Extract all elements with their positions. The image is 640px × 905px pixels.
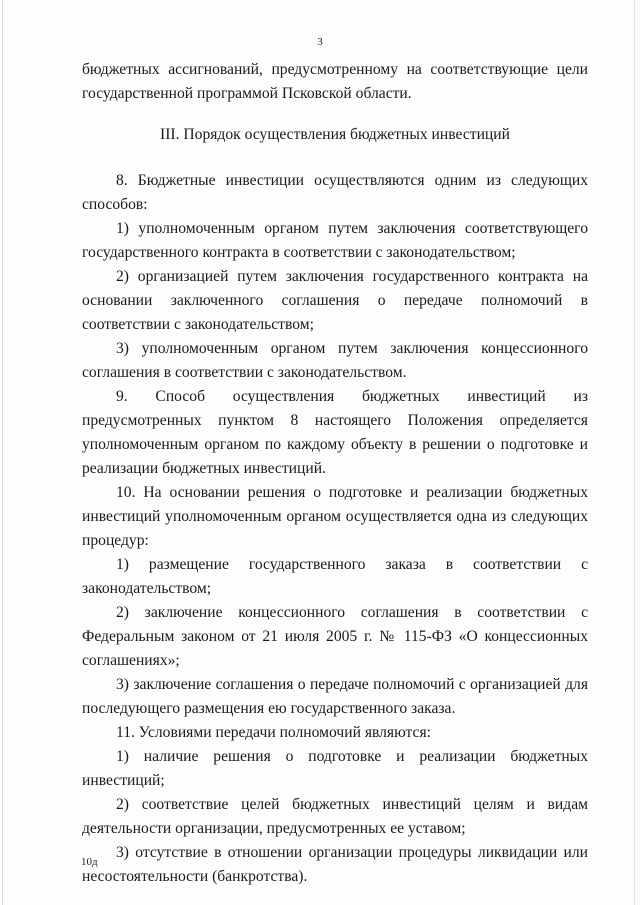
paragraph-item-8-1: 1) уполномоченным органом путем заключения соответствующего государственного контракта в соответствии с законодательством;: [82, 220, 588, 261]
paragraph-item-10-1: 1) размещение государственного заказа в соответствии с законодательством;: [82, 556, 588, 597]
section-heading: III. Порядок осуществления бюджетных инвестиций: [160, 126, 510, 143]
footer-code: 10д: [81, 856, 98, 868]
paragraph-item-10-3: 3) заключение соглашения о передаче полномочий с организацией для последующего размещения ею государственного заказа.: [82, 676, 588, 717]
scan-edge-left: [2, 0, 3, 905]
paragraph-item-8-3: 3) уполномоченным органом путем заключения концессионного соглашения в соответствии с законодательством.: [82, 340, 588, 381]
document-body: [82, 58, 588, 889]
page-number: 3: [317, 36, 323, 48]
paragraph-item-11-2: 2) соответствие целей бюджетных инвестиций целям и видам деятельности организации, предусмотренных ее уставом;: [82, 796, 588, 837]
paragraph-item-10: 10. На основании решения о подготовке и реализации бюджетных инвестиций уполномоченным органом осуществляется одна из следующих процедур:: [82, 484, 588, 549]
paragraph-item-10-2: 2) заключение концессионного соглашения в соответствии с Федеральным законом от 21 июля 2005 г. № 115-ФЗ «О концессионных соглашениях»;: [82, 604, 588, 669]
paragraph-item-11: 11. Условиями передачи полномочий являются:: [116, 724, 431, 741]
paragraph-continuation: бюджетных ассигнований, предусмотренному на соответствующие цели государственной программой Псковской области.: [82, 61, 588, 102]
scan-edge-right: [634, 0, 635, 905]
paragraph-item-8: 8. Бюджетные инвестиции осуществляются одним из следующих способов:: [82, 172, 588, 213]
paragraph-item-8-2: 2) организацией путем заключения государственного контракта на основании заключенного соглашения о передаче полномочий в соответствии с законодательством;: [82, 268, 588, 333]
paragraph-item-11-3: 3) отсутствие в отношении организации процедуры ликвидации или несостоятельности (банкротства).: [82, 844, 588, 885]
paragraph-item-9: 9. Способ осуществления бюджетных инвестиций из предусмотренных пунктом 8 настоящего Положения определяется уполномоченным органом по каждому объекту в решении о подготовке и реализации бюджетных инвестиций.: [82, 388, 588, 477]
paragraph-item-11-1: 1) наличие решения о подготовке и реализации бюджетных инвестиций;: [82, 748, 588, 789]
